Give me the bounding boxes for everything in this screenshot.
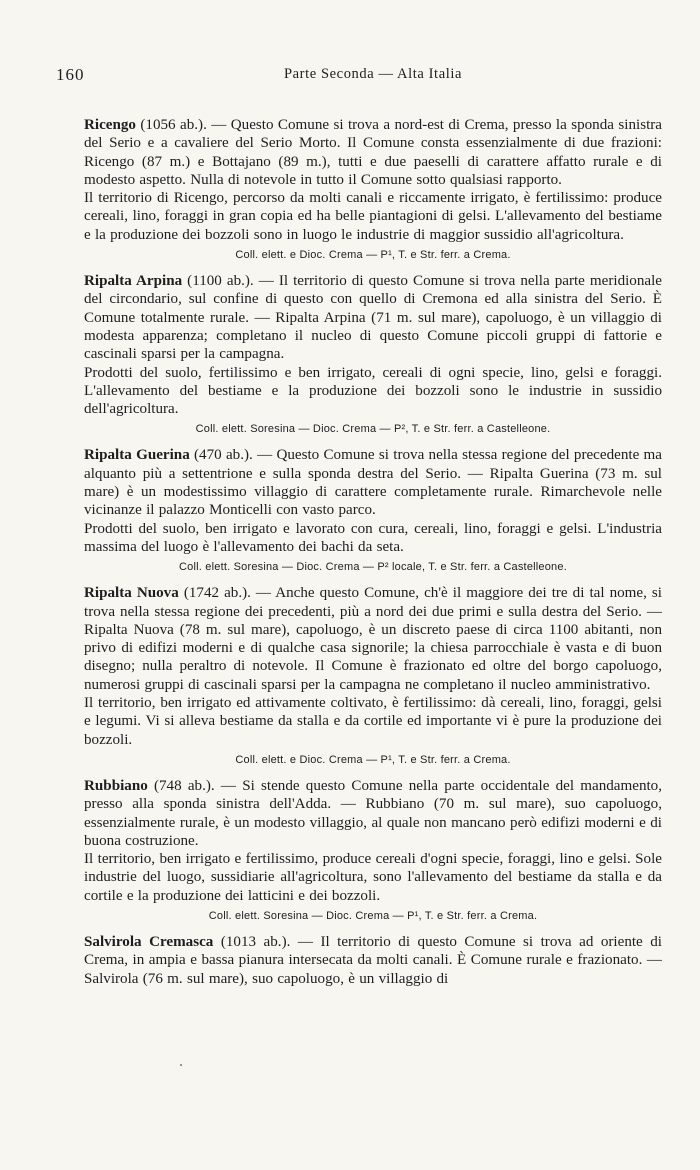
entry-paragraph	[84, 446, 662, 519]
entry-paragraph	[84, 777, 662, 850]
entry-name: Ripalta Arpina	[84, 273, 183, 290]
entry-name: Salvirola Cremasca	[84, 933, 214, 950]
book-page	[56, 60, 662, 998]
entry-name: Ricengo	[84, 117, 136, 133]
entry-paragraph: Prodotti del suolo, fertilissimo e ben irrigato, cereali di ogni specie, lino, gelsi e foraggi. L'allevamento del bestiame e la produzione dei bozzoli sono le industrie in sussidio dell'agricoltura.	[84, 364, 662, 418]
entry-paragraph: Il territorio, ben irrigato e fertilissimo, produce cereali d'ogni specie, foraggi, lino e gelsi. Sole industrie del luogo, sussidiarie all'agricoltura, sono l'allevamento del bestiame da stalla e da cortile e la produzione dei latticini e dei bozzoli.	[84, 851, 662, 904]
entry-paragraph	[84, 584, 662, 694]
entry-text: (1100 ab.). — Il territorio di questo Comune si trova nella parte meridionale del circondario, sul confine di questo con quello di Cremona ed alla sinistra del Serio. È Comune totalmente rurale. — Ripalta Arpina (71 m. sul mare), capoluogo, è un villaggio di modesta apparenza; completano il nucleo di questo Comune piccoli gruppi di fattorie e cascinali sparsi per la campagna.	[84, 273, 662, 363]
entry-name: Ripalta Guerina	[84, 447, 190, 464]
paper-speck	[180, 1064, 182, 1066]
entry-text: (748 ab.). — Si stende questo Comune nella parte occidentale del mandamento, presso alla sponda sinistra dell'Adda. — Rubbiano (70 m. sul mare), suo capoluogo, essenzialmente rurale, è un modesto villaggio, al quale non mancano però edifizi moderni e di buona costruzione.	[84, 777, 662, 849]
entry-paragraph: Prodotti del suolo, ben irrigato e lavorato con cura, cereali, lino, foraggi e gelsi. L'industria massima del luogo è l'allevamento dei bachi da seta.	[84, 520, 662, 555]
entry-salvirola-cremasca	[84, 933, 662, 988]
entry-ricengo	[84, 116, 662, 262]
entry-text: (1056 ab.). — Questo Comune si trova a nord-est di Crema, presso la sponda sinistra del Serio e a cavaliere del Serio Morto. Il Comune consta essenzialmente di due frazioni: Ricengo (87 m.) e Bottajano (89 m.), tutti e due paeselli di carattere affatto rurale e di modesto aspetto. Nulla di notevole in tutto il Comune sotto qualsiasi rapporto.	[84, 117, 662, 188]
entry-ripalta-guerina	[84, 446, 662, 574]
entry-note: Coll. elett. e Dioc. Crema — P¹, T. e Str. ferr. a Crema.	[235, 753, 511, 766]
entry-paragraph: Il territorio di Ricengo, percorso da molti canali e riccamente irrigato, è fertilissimo: produce cereali, lino, foraggi in gran copia ed ha belle piantagioni di gelsi. L'allevamento del bestiame e la produzione dei bozzoli sono in luogo le industrie di maggior sussidio all'agricoltura.	[84, 190, 662, 243]
page-header	[56, 60, 662, 90]
entry-name: Ripalta Nuova	[84, 585, 179, 602]
entry-text: (1013 ab.). — Il territorio di questo Comune si trova ad oriente di Crema, in ampia e bassa pianura intersecata da molti canali. È Comune rurale e frazionato. — Salvirola (76 m. sul mare), suo capoluogo, è un villaggio di	[84, 933, 662, 987]
entry-paragraph	[84, 272, 662, 363]
entry-rubbiano	[84, 777, 662, 923]
entry-ripalta-arpina	[84, 272, 662, 436]
page-number: 160	[56, 65, 85, 84]
entry-note: Coll. elett. e Dioc. Crema — P¹, T. e Str. ferr. a Crema.	[235, 249, 511, 262]
entry-text: (1742 ab.). — Anche questo Comune, ch'è il maggiore dei tre di tal nome, si trova nella stessa regione dei precedenti, più a nord dei due primi e sulla destra del Serio. — Ripalta Nuova (78 m. sul mare), capoluogo, è un discreto paese di circa 1100 abitanti, non privo di edifizi moderni e di qualche casa signorile; la chiesa parrocchiale è vasta e di buon disegno; nulla peraltro di notevole. Il Comune è frazionato ed oltre del borgo capoluogo, numerosi gruppi di cascinali sparsi per la campagna ne completano il nucleo amministrativo.	[84, 585, 662, 693]
entry-paragraph: Il territorio, ben irrigato ed attivamente coltivato, è fertilissimo: dà cereali, lino, foraggi, gelsi e legumi. Vi si alleva bestiame da stalla e da cortile ed importante vi è pure la produzione dei bozzoli.	[84, 695, 662, 748]
entry-paragraph	[84, 116, 662, 189]
page-content	[84, 116, 662, 988]
entry-note: Coll. elett. Soresina — Dioc. Crema — P² locale, T. e Str. ferr. a Castelleone.	[179, 561, 567, 574]
entry-note: Coll. elett. Soresina — Dioc. Crema — P¹, T. e Str. ferr. a Crema.	[208, 909, 538, 922]
entry-text: (470 ab.). — Questo Comune si trova nella stessa regione del precedente ma alquanto più a settentrione e sulla sponda destra del Serio. — Ripalta Guerina (73 m. sul mare) è un modestissimo villaggio di carattere completamente rurale. Rimarchevole nelle vicinanze il palazzo Monticelli con vasto parco.	[84, 447, 662, 519]
entry-ripalta-nuova	[84, 584, 662, 767]
entry-note: Coll. elett. Soresina — Dioc. Crema — P², T. e Str. ferr. a Castelleone.	[195, 423, 551, 436]
entry-paragraph	[84, 933, 662, 988]
entry-name: Rubbiano	[84, 777, 148, 794]
running-title: Parte Seconda — Alta Italia	[283, 66, 463, 82]
